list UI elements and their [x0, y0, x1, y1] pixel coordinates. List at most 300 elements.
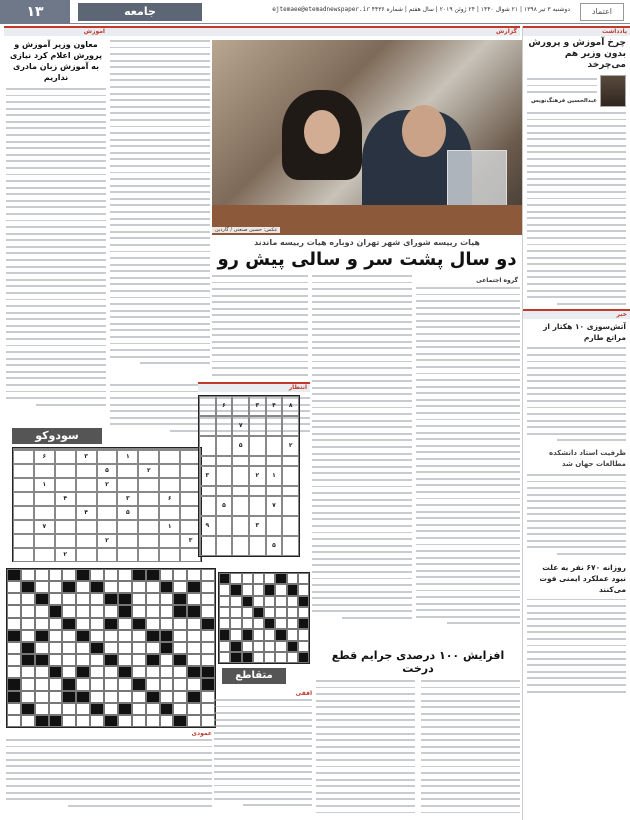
crossword-cell[interactable] — [201, 703, 215, 715]
crossword-cell[interactable] — [298, 607, 309, 618]
sudoku-cell[interactable] — [266, 436, 283, 456]
sudoku-cell[interactable]: ۲ — [55, 548, 76, 562]
sudoku-cell[interactable]: ۱ — [159, 520, 180, 534]
crossword-cell[interactable] — [287, 629, 298, 640]
crossword-cell[interactable] — [21, 618, 35, 630]
crossword-cell[interactable] — [230, 618, 241, 629]
crossword-cell[interactable] — [187, 678, 201, 690]
crossword-cell[interactable] — [287, 596, 298, 607]
crossword-cell[interactable] — [7, 703, 21, 715]
sudoku-cell[interactable] — [232, 456, 249, 466]
crossword-cell[interactable] — [132, 605, 146, 617]
crossword-cell[interactable] — [49, 581, 63, 593]
crossword-cell[interactable] — [264, 573, 275, 584]
crossword-cell[interactable] — [187, 703, 201, 715]
sudoku-cell[interactable] — [199, 416, 216, 436]
sudoku-cell[interactable] — [216, 456, 233, 466]
sudoku-cell[interactable]: ۷ — [34, 520, 55, 534]
crossword-cell[interactable] — [187, 593, 201, 605]
sudoku-cell[interactable] — [232, 516, 249, 536]
sudoku-cell[interactable] — [138, 548, 159, 562]
crossword-cell[interactable] — [230, 629, 241, 640]
crossword-cell[interactable] — [21, 678, 35, 690]
sudoku-cell[interactable] — [76, 478, 97, 492]
crossword-cell[interactable] — [21, 630, 35, 642]
crossword-cell[interactable] — [104, 666, 118, 678]
sudoku-cell[interactable] — [282, 536, 299, 556]
crossword-cell[interactable] — [173, 678, 187, 690]
crossword-cell[interactable] — [49, 569, 63, 581]
sudoku-cell[interactable] — [249, 416, 266, 436]
sudoku-cell[interactable] — [216, 486, 233, 496]
crossword-cell[interactable] — [21, 605, 35, 617]
sudoku-cell[interactable] — [97, 492, 118, 506]
crossword-cell[interactable] — [104, 703, 118, 715]
sudoku-cell[interactable]: ۳ — [117, 492, 138, 506]
crossword-grid[interactable] — [6, 568, 216, 728]
crossword-cell[interactable] — [49, 630, 63, 642]
sudoku-cell[interactable] — [117, 464, 138, 478]
sudoku-cell[interactable] — [34, 464, 55, 478]
sudoku-cell[interactable]: ۲ — [97, 478, 118, 492]
crossword-cell[interactable] — [160, 715, 174, 727]
crossword-cell[interactable] — [118, 581, 132, 593]
crossword-cell[interactable] — [146, 666, 160, 678]
sudoku-cell[interactable] — [266, 486, 283, 496]
crossword-cell[interactable] — [90, 678, 104, 690]
sudoku-cell[interactable] — [55, 506, 76, 520]
crossword-cell[interactable] — [298, 584, 309, 595]
crossword-cell[interactable] — [21, 593, 35, 605]
sudoku-cell[interactable] — [13, 478, 34, 492]
crossword-cell[interactable] — [242, 618, 253, 629]
sudoku-cell[interactable] — [199, 456, 216, 466]
sudoku-cell[interactable] — [117, 548, 138, 562]
sudoku-cell[interactable] — [138, 534, 159, 548]
crossword-grid-small[interactable] — [218, 572, 310, 664]
crossword-cell[interactable] — [90, 691, 104, 703]
crossword-cell[interactable] — [104, 605, 118, 617]
sudoku-cell[interactable] — [249, 456, 266, 466]
crossword-cell[interactable] — [35, 569, 49, 581]
crossword-cell[interactable] — [76, 581, 90, 593]
crossword-cell[interactable] — [132, 715, 146, 727]
crossword-cell[interactable] — [230, 596, 241, 607]
crossword-cell[interactable] — [219, 584, 230, 595]
crossword-cell[interactable] — [187, 618, 201, 630]
crossword-cell[interactable] — [76, 678, 90, 690]
sudoku-cell[interactable] — [55, 534, 76, 548]
sudoku-cell[interactable] — [34, 548, 55, 562]
sudoku-cell[interactable] — [13, 450, 34, 464]
sudoku-cell[interactable]: ۳ — [76, 450, 97, 464]
crossword-cell[interactable] — [201, 581, 215, 593]
crossword-cell[interactable] — [118, 630, 132, 642]
crossword-cell[interactable] — [187, 642, 201, 654]
sudoku-cell[interactable] — [216, 516, 233, 536]
sudoku-cell[interactable]: ۹ — [199, 516, 216, 536]
crossword-cell[interactable] — [35, 666, 49, 678]
crossword-cell[interactable] — [219, 652, 230, 663]
sudoku-cell[interactable]: ۳ — [199, 466, 216, 486]
sudoku-cell[interactable] — [13, 492, 34, 506]
crossword-cell[interactable] — [201, 569, 215, 581]
sudoku-cell[interactable] — [76, 492, 97, 506]
sudoku-cell[interactable] — [97, 506, 118, 520]
crossword-cell[interactable] — [90, 666, 104, 678]
crossword-cell[interactable] — [76, 642, 90, 654]
crossword-cell[interactable] — [201, 642, 215, 654]
sudoku-cell[interactable]: ۲ — [138, 464, 159, 478]
crossword-cell[interactable] — [275, 584, 286, 595]
sudoku-cell[interactable]: ۱ — [34, 478, 55, 492]
crossword-cell[interactable] — [35, 691, 49, 703]
crossword-cell[interactable] — [90, 593, 104, 605]
sudoku-cell[interactable] — [199, 396, 216, 416]
crossword-cell[interactable] — [160, 618, 174, 630]
sudoku-cell[interactable] — [232, 466, 249, 486]
crossword-cell[interactable] — [118, 642, 132, 654]
sudoku-cell[interactable] — [13, 534, 34, 548]
crossword-cell[interactable] — [49, 691, 63, 703]
crossword-cell[interactable] — [62, 666, 76, 678]
crossword-cell[interactable] — [118, 569, 132, 581]
crossword-cell[interactable] — [219, 641, 230, 652]
crossword-cell[interactable] — [132, 630, 146, 642]
crossword-cell[interactable] — [201, 691, 215, 703]
sudoku-cell[interactable] — [249, 436, 266, 456]
crossword-cell[interactable] — [242, 573, 253, 584]
crossword-cell[interactable] — [132, 654, 146, 666]
crossword-cell[interactable] — [76, 654, 90, 666]
crossword-cell[interactable] — [76, 593, 90, 605]
crossword-cell[interactable] — [104, 691, 118, 703]
crossword-cell[interactable] — [219, 607, 230, 618]
crossword-cell[interactable] — [118, 691, 132, 703]
sudoku-cell[interactable]: ۴ — [266, 396, 283, 416]
crossword-cell[interactable] — [146, 703, 160, 715]
sudoku-cell[interactable] — [97, 450, 118, 464]
crossword-cell[interactable] — [253, 573, 264, 584]
crossword-cell[interactable] — [160, 654, 174, 666]
crossword-cell[interactable] — [7, 581, 21, 593]
crossword-cell[interactable] — [7, 642, 21, 654]
crossword-cell[interactable] — [132, 593, 146, 605]
crossword-cell[interactable] — [287, 573, 298, 584]
crossword-cell[interactable] — [21, 715, 35, 727]
crossword-cell[interactable] — [201, 630, 215, 642]
sudoku-cell[interactable] — [199, 536, 216, 556]
crossword-cell[interactable] — [146, 678, 160, 690]
crossword-cell[interactable] — [160, 605, 174, 617]
crossword-cell[interactable] — [298, 641, 309, 652]
sudoku-cell[interactable] — [159, 478, 180, 492]
sudoku-cell[interactable]: ۴ — [76, 506, 97, 520]
crossword-cell[interactable] — [173, 703, 187, 715]
crossword-cell[interactable] — [104, 569, 118, 581]
crossword-cell[interactable] — [173, 569, 187, 581]
crossword-cell[interactable] — [90, 605, 104, 617]
sudoku-cell[interactable] — [97, 548, 118, 562]
crossword-cell[interactable] — [49, 678, 63, 690]
crossword-cell[interactable] — [275, 607, 286, 618]
sudoku-cell[interactable]: ۷ — [266, 496, 283, 516]
crossword-cell[interactable] — [132, 666, 146, 678]
sudoku-cell[interactable]: ۵ — [97, 464, 118, 478]
sudoku-cell[interactable] — [216, 466, 233, 486]
crossword-cell[interactable] — [90, 618, 104, 630]
crossword-cell[interactable] — [253, 618, 264, 629]
crossword-cell[interactable] — [62, 642, 76, 654]
sudoku-cell[interactable] — [282, 516, 299, 536]
sudoku-cell[interactable] — [117, 534, 138, 548]
sudoku-cell[interactable] — [55, 464, 76, 478]
sudoku-cell[interactable] — [266, 516, 283, 536]
sudoku-grid[interactable] — [12, 447, 202, 562]
crossword-cell[interactable] — [132, 703, 146, 715]
sudoku-cell[interactable] — [76, 548, 97, 562]
crossword-cell[interactable] — [242, 584, 253, 595]
crossword-cell[interactable] — [104, 630, 118, 642]
crossword-cell[interactable] — [132, 642, 146, 654]
sudoku-cell[interactable] — [55, 478, 76, 492]
sudoku-cell[interactable] — [199, 436, 216, 456]
crossword-cell[interactable] — [201, 654, 215, 666]
crossword-cell[interactable] — [187, 569, 201, 581]
sudoku-cell[interactable]: ۷ — [232, 416, 249, 436]
crossword-cell[interactable] — [21, 691, 35, 703]
crossword-cell[interactable] — [76, 618, 90, 630]
crossword-cell[interactable] — [21, 666, 35, 678]
sudoku-cell[interactable]: ۲ — [282, 436, 299, 456]
sudoku-cell[interactable] — [159, 450, 180, 464]
sudoku-cell[interactable] — [282, 416, 299, 436]
crossword-cell[interactable] — [275, 596, 286, 607]
sudoku-cell[interactable]: ۱ — [266, 466, 283, 486]
crossword-cell[interactable] — [118, 678, 132, 690]
crossword-cell[interactable] — [201, 715, 215, 727]
sudoku-cell[interactable] — [282, 466, 299, 486]
crossword-cell[interactable] — [7, 715, 21, 727]
sudoku-cell[interactable] — [138, 506, 159, 520]
crossword-cell[interactable] — [298, 573, 309, 584]
crossword-cell[interactable] — [173, 666, 187, 678]
crossword-cell[interactable] — [187, 715, 201, 727]
crossword-cell[interactable] — [118, 618, 132, 630]
sudoku-cell[interactable] — [97, 520, 118, 534]
sudoku-cell[interactable] — [216, 536, 233, 556]
sudoku-cell[interactable] — [159, 506, 180, 520]
crossword-cell[interactable] — [104, 678, 118, 690]
sudoku-cell[interactable] — [266, 416, 283, 436]
crossword-cell[interactable] — [35, 642, 49, 654]
sudoku-cell[interactable] — [232, 486, 249, 496]
sudoku-grid-small[interactable] — [198, 395, 300, 557]
crossword-cell[interactable] — [7, 654, 21, 666]
crossword-cell[interactable] — [219, 618, 230, 629]
crossword-cell[interactable] — [242, 641, 253, 652]
sudoku-cell[interactable]: ۳ — [180, 534, 201, 548]
crossword-cell[interactable] — [104, 581, 118, 593]
sudoku-cell[interactable] — [13, 548, 34, 562]
sudoku-cell[interactable] — [159, 534, 180, 548]
sudoku-cell[interactable] — [76, 464, 97, 478]
crossword-cell[interactable] — [201, 605, 215, 617]
sudoku-cell[interactable] — [117, 520, 138, 534]
sudoku-cell[interactable]: ۸ — [282, 396, 299, 416]
sudoku-cell[interactable]: ۳ — [249, 516, 266, 536]
sudoku-cell[interactable] — [138, 520, 159, 534]
sudoku-cell[interactable] — [138, 492, 159, 506]
crossword-cell[interactable] — [287, 607, 298, 618]
sudoku-cell[interactable]: ۶ — [34, 450, 55, 464]
crossword-cell[interactable] — [298, 629, 309, 640]
sudoku-cell[interactable] — [55, 450, 76, 464]
sudoku-cell[interactable] — [199, 486, 216, 496]
crossword-cell[interactable] — [160, 593, 174, 605]
crossword-cell[interactable] — [49, 618, 63, 630]
crossword-cell[interactable] — [275, 641, 286, 652]
crossword-cell[interactable] — [35, 678, 49, 690]
sudoku-cell[interactable]: ۲ — [97, 534, 118, 548]
sudoku-cell[interactable] — [13, 464, 34, 478]
crossword-cell[interactable] — [49, 654, 63, 666]
crossword-cell[interactable] — [253, 641, 264, 652]
crossword-cell[interactable] — [264, 629, 275, 640]
crossword-cell[interactable] — [275, 652, 286, 663]
crossword-cell[interactable] — [35, 605, 49, 617]
crossword-cell[interactable] — [118, 715, 132, 727]
crossword-cell[interactable] — [49, 593, 63, 605]
sudoku-cell[interactable] — [76, 534, 97, 548]
sudoku-cell[interactable] — [34, 506, 55, 520]
sudoku-cell[interactable] — [249, 496, 266, 516]
crossword-cell[interactable] — [275, 618, 286, 629]
crossword-cell[interactable] — [264, 596, 275, 607]
crossword-cell[interactable] — [264, 641, 275, 652]
sudoku-cell[interactable] — [34, 534, 55, 548]
sudoku-cell[interactable] — [117, 478, 138, 492]
crossword-cell[interactable] — [230, 573, 241, 584]
crossword-cell[interactable] — [62, 605, 76, 617]
crossword-cell[interactable] — [62, 630, 76, 642]
crossword-cell[interactable] — [90, 654, 104, 666]
sudoku-cell[interactable] — [13, 506, 34, 520]
crossword-cell[interactable] — [90, 630, 104, 642]
crossword-cell[interactable] — [201, 593, 215, 605]
crossword-cell[interactable] — [146, 618, 160, 630]
sudoku-cell[interactable] — [232, 536, 249, 556]
crossword-cell[interactable] — [187, 654, 201, 666]
crossword-cell[interactable] — [62, 593, 76, 605]
crossword-cell[interactable] — [35, 581, 49, 593]
crossword-cell[interactable] — [132, 691, 146, 703]
crossword-cell[interactable] — [146, 715, 160, 727]
crossword-cell[interactable] — [7, 605, 21, 617]
crossword-cell[interactable] — [35, 703, 49, 715]
crossword-cell[interactable] — [62, 654, 76, 666]
crossword-cell[interactable] — [49, 642, 63, 654]
crossword-cell[interactable] — [62, 715, 76, 727]
crossword-cell[interactable] — [264, 607, 275, 618]
crossword-cell[interactable] — [49, 703, 63, 715]
crossword-cell[interactable] — [173, 691, 187, 703]
crossword-cell[interactable] — [76, 703, 90, 715]
crossword-cell[interactable] — [160, 678, 174, 690]
sudoku-cell[interactable] — [138, 450, 159, 464]
sudoku-cell[interactable] — [216, 416, 233, 436]
crossword-cell[interactable] — [146, 593, 160, 605]
crossword-cell[interactable] — [173, 581, 187, 593]
sudoku-cell[interactable] — [249, 486, 266, 496]
crossword-cell[interactable] — [230, 607, 241, 618]
sudoku-cell[interactable]: ۵ — [266, 536, 283, 556]
crossword-cell[interactable] — [187, 630, 201, 642]
crossword-cell[interactable] — [7, 618, 21, 630]
crossword-cell[interactable] — [146, 642, 160, 654]
sudoku-cell[interactable]: ۳ — [249, 396, 266, 416]
crossword-cell[interactable] — [21, 569, 35, 581]
crossword-cell[interactable] — [173, 630, 187, 642]
sudoku-cell[interactable] — [138, 478, 159, 492]
crossword-cell[interactable] — [253, 596, 264, 607]
sudoku-cell[interactable] — [34, 492, 55, 506]
sudoku-cell[interactable]: ۵ — [216, 496, 233, 516]
crossword-cell[interactable] — [118, 654, 132, 666]
crossword-cell[interactable] — [264, 652, 275, 663]
crossword-cell[interactable] — [132, 581, 146, 593]
sudoku-cell[interactable]: ۶ — [216, 396, 233, 416]
sudoku-cell[interactable] — [13, 520, 34, 534]
crossword-cell[interactable] — [253, 629, 264, 640]
crossword-cell[interactable] — [253, 584, 264, 595]
sudoku-cell[interactable]: ۵ — [232, 436, 249, 456]
crossword-cell[interactable] — [104, 642, 118, 654]
crossword-cell[interactable] — [287, 618, 298, 629]
crossword-cell[interactable] — [242, 607, 253, 618]
crossword-cell[interactable] — [90, 569, 104, 581]
sudoku-cell[interactable] — [216, 436, 233, 456]
crossword-cell[interactable] — [7, 666, 21, 678]
crossword-cell[interactable] — [160, 691, 174, 703]
crossword-cell[interactable] — [76, 715, 90, 727]
sudoku-cell[interactable] — [249, 536, 266, 556]
crossword-cell[interactable] — [62, 703, 76, 715]
sudoku-cell[interactable]: ۶ — [159, 492, 180, 506]
sudoku-cell[interactable] — [159, 548, 180, 562]
sudoku-cell[interactable] — [282, 486, 299, 496]
sudoku-cell[interactable]: ۴ — [55, 492, 76, 506]
crossword-cell[interactable] — [253, 652, 264, 663]
sudoku-cell[interactable] — [266, 456, 283, 466]
sudoku-cell[interactable]: ۲ — [249, 466, 266, 486]
crossword-cell[interactable] — [219, 596, 230, 607]
sudoku-cell[interactable] — [159, 464, 180, 478]
sudoku-cell[interactable] — [199, 496, 216, 516]
crossword-cell[interactable] — [76, 605, 90, 617]
sudoku-cell[interactable] — [232, 496, 249, 516]
crossword-cell[interactable] — [160, 569, 174, 581]
crossword-cell[interactable] — [146, 605, 160, 617]
sudoku-cell[interactable]: ۵ — [117, 506, 138, 520]
sudoku-cell[interactable] — [232, 396, 249, 416]
crossword-cell[interactable] — [7, 593, 21, 605]
sudoku-cell[interactable] — [282, 496, 299, 516]
crossword-cell[interactable] — [90, 715, 104, 727]
crossword-cell[interactable] — [62, 569, 76, 581]
crossword-cell[interactable] — [35, 618, 49, 630]
sudoku-cell[interactable] — [282, 456, 299, 466]
